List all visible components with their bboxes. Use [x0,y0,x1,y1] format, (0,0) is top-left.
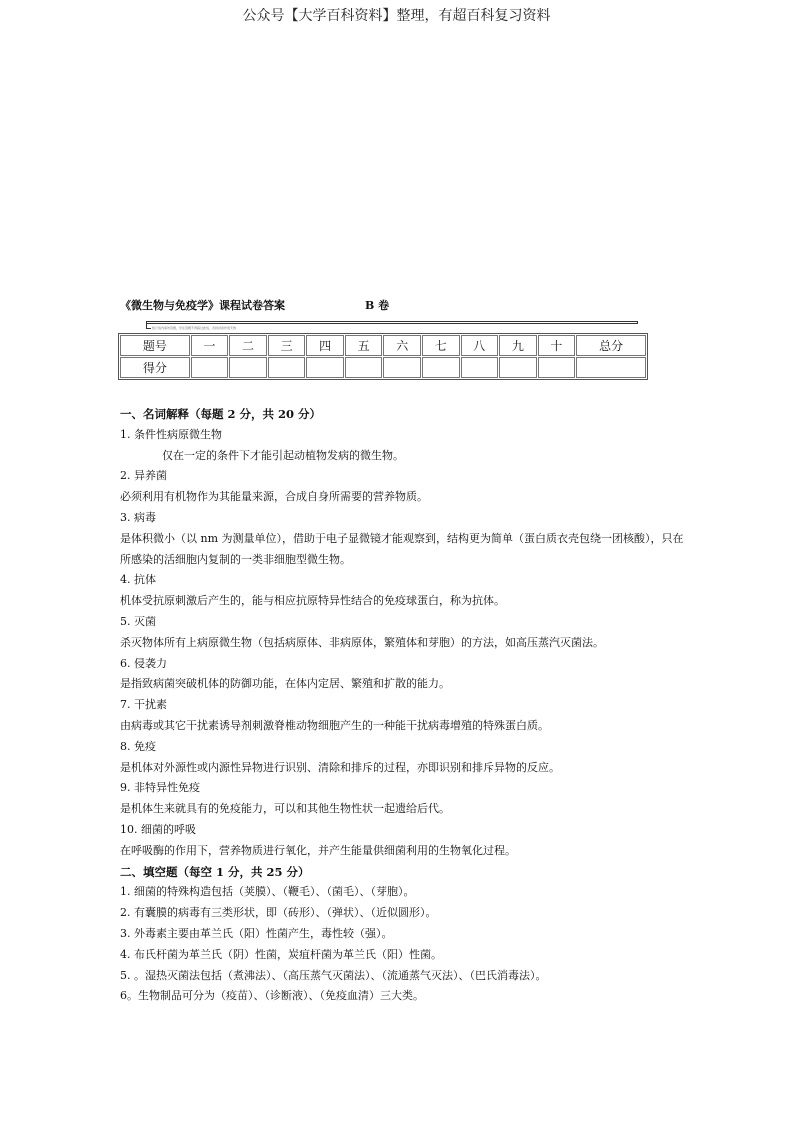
term-definition: 由病毒或其它干扰素诱导剂刺激脊椎动物细胞产生的一种能干扰病毒增殖的特殊蛋白质。 [120,718,549,732]
exam-title-row [120,297,390,313]
header-cell: 九 [499,335,537,356]
term-label: 5. 灭菌 [120,614,156,628]
paper-version: B 卷 [365,299,390,312]
score-table-header-row [120,335,646,356]
fill-blank-item: 3. 外毒素主要由革兰氏（阳）性菌产生，毒性较（强）。 [120,926,393,940]
score-cell [345,357,383,378]
term-label: 3. 病毒 [120,510,156,524]
header-note: 公众号【大学百科资料】整理，有超百科复习资料 [242,8,551,24]
score-label-cell: 得分 [120,357,190,378]
header-cell: 八 [461,335,499,356]
binding-line [146,321,638,324]
term-definition: 是指致病菌突破机体的防御功能，在体内定居、繁殖和扩散的能力。 [120,677,450,691]
score-cell [306,357,344,378]
score-cell [191,357,229,378]
term-definition: 必须利用有机物作为其能量来源，合成自身所需要的营养物质。 [120,490,428,504]
score-cell [229,357,267,378]
score-cell [422,357,460,378]
score-table [118,333,648,380]
fill-blank-item: 4. 布氏杆菌为革兰氏（阴）性菌，炭疽杆菌为革兰氏（阳）性菌。 [120,947,442,961]
term-label: 1. 条件性病原微生物 [120,427,222,441]
term-definition: 是体积微小（以 nm 为测量单位），借助于电子显微镜才能观察到，结构更为简单（蛋白质衣壳包绕一团核酸），只在所感染的活细胞内复制的一类非细胞型微生物。 [120,531,684,566]
score-table-score-row [120,357,646,378]
term-label: 4. 抗体 [120,573,156,587]
term-definition: 是机体生来就具有的免疫能力，可以和其他生物性状一起遗给后代。 [120,802,450,816]
term-label: 10. 细菌的呼吸 [120,822,196,836]
answer-content [120,404,690,1007]
header-cell: 二 [229,335,267,356]
header-cell: 五 [345,335,383,356]
score-cell [538,357,576,378]
header-cell: 六 [383,335,421,356]
score-cell [268,357,306,378]
term-label: 7. 干扰素 [120,698,167,712]
binding-line-note: 装订线内请勿答题，学生答题不得超过此线，否则试卷作废无效 [152,326,237,330]
term-definition: 是机体对外源性或内源性异物进行识别、清除和排斥的过程，亦即识别和排斥异物的反应。 [120,760,560,774]
term-definition: 机体受抗原刺激后产生的，能与相应抗原特异性结合的免疫球蛋白，称为抗体。 [120,594,505,608]
term-label: 8. 免疫 [120,739,156,753]
score-cell [499,357,537,378]
binding-line-mark [146,324,151,329]
score-cell [461,357,499,378]
header-cell: 一 [191,335,229,356]
header-cell: 七 [422,335,460,356]
header-cell: 总分 [576,335,646,356]
term-label: 6. 侵袭力 [120,656,167,670]
term-label: 9. 非特异性免疫 [120,781,200,795]
fill-blank-item: 2. 有囊膜的病毒有三类形状，即（砖形）、（弹状）、（近似圆形）。 [120,906,437,920]
term-definition: 在呼吸酶的作用下，营养物质进行氧化，并产生能量供细菌利用的生物氧化过程。 [120,843,516,857]
score-cell [383,357,421,378]
fill-blank-item: 5. 。湿热灭菌法包括（煮沸法）、（高压蒸气灭菌法）、（流通蒸气灭法）、（巴氏消毒法）。 [120,968,547,982]
section-heading: 一、名词解释（每题 2 分，共 20 分） [120,407,322,421]
score-cell [576,357,646,378]
header-cell: 题号 [120,335,190,356]
header-cell: 四 [306,335,344,356]
term-definition: 仅在一定的条件下才能引起动植物发病的微生物。 [162,448,404,462]
header-cell: 十 [538,335,576,356]
header-cell: 三 [268,335,306,356]
section-heading: 二、填空题（每空 1 分，共 25 分） [120,864,310,879]
term-definition: 杀灭物体所有上病原微生物（包括病原体、非病原体，繁殖体和芽胞）的方法，如高压蒸汽灭菌法。 [120,635,604,649]
term-label: 2. 异养菌 [120,469,167,483]
fill-blank-item: 6。生物制品可分为（疫苗）、（诊断液）、（免疫血清）三大类。 [120,989,424,1003]
exam-title: 《微生物与免疫学》课程试卷答案 [120,299,285,312]
fill-blank-item: 1. 细菌的特殊构造包括（荚膜）、（鞭毛）、（菌毛）、（芽胞）。 [120,885,415,899]
